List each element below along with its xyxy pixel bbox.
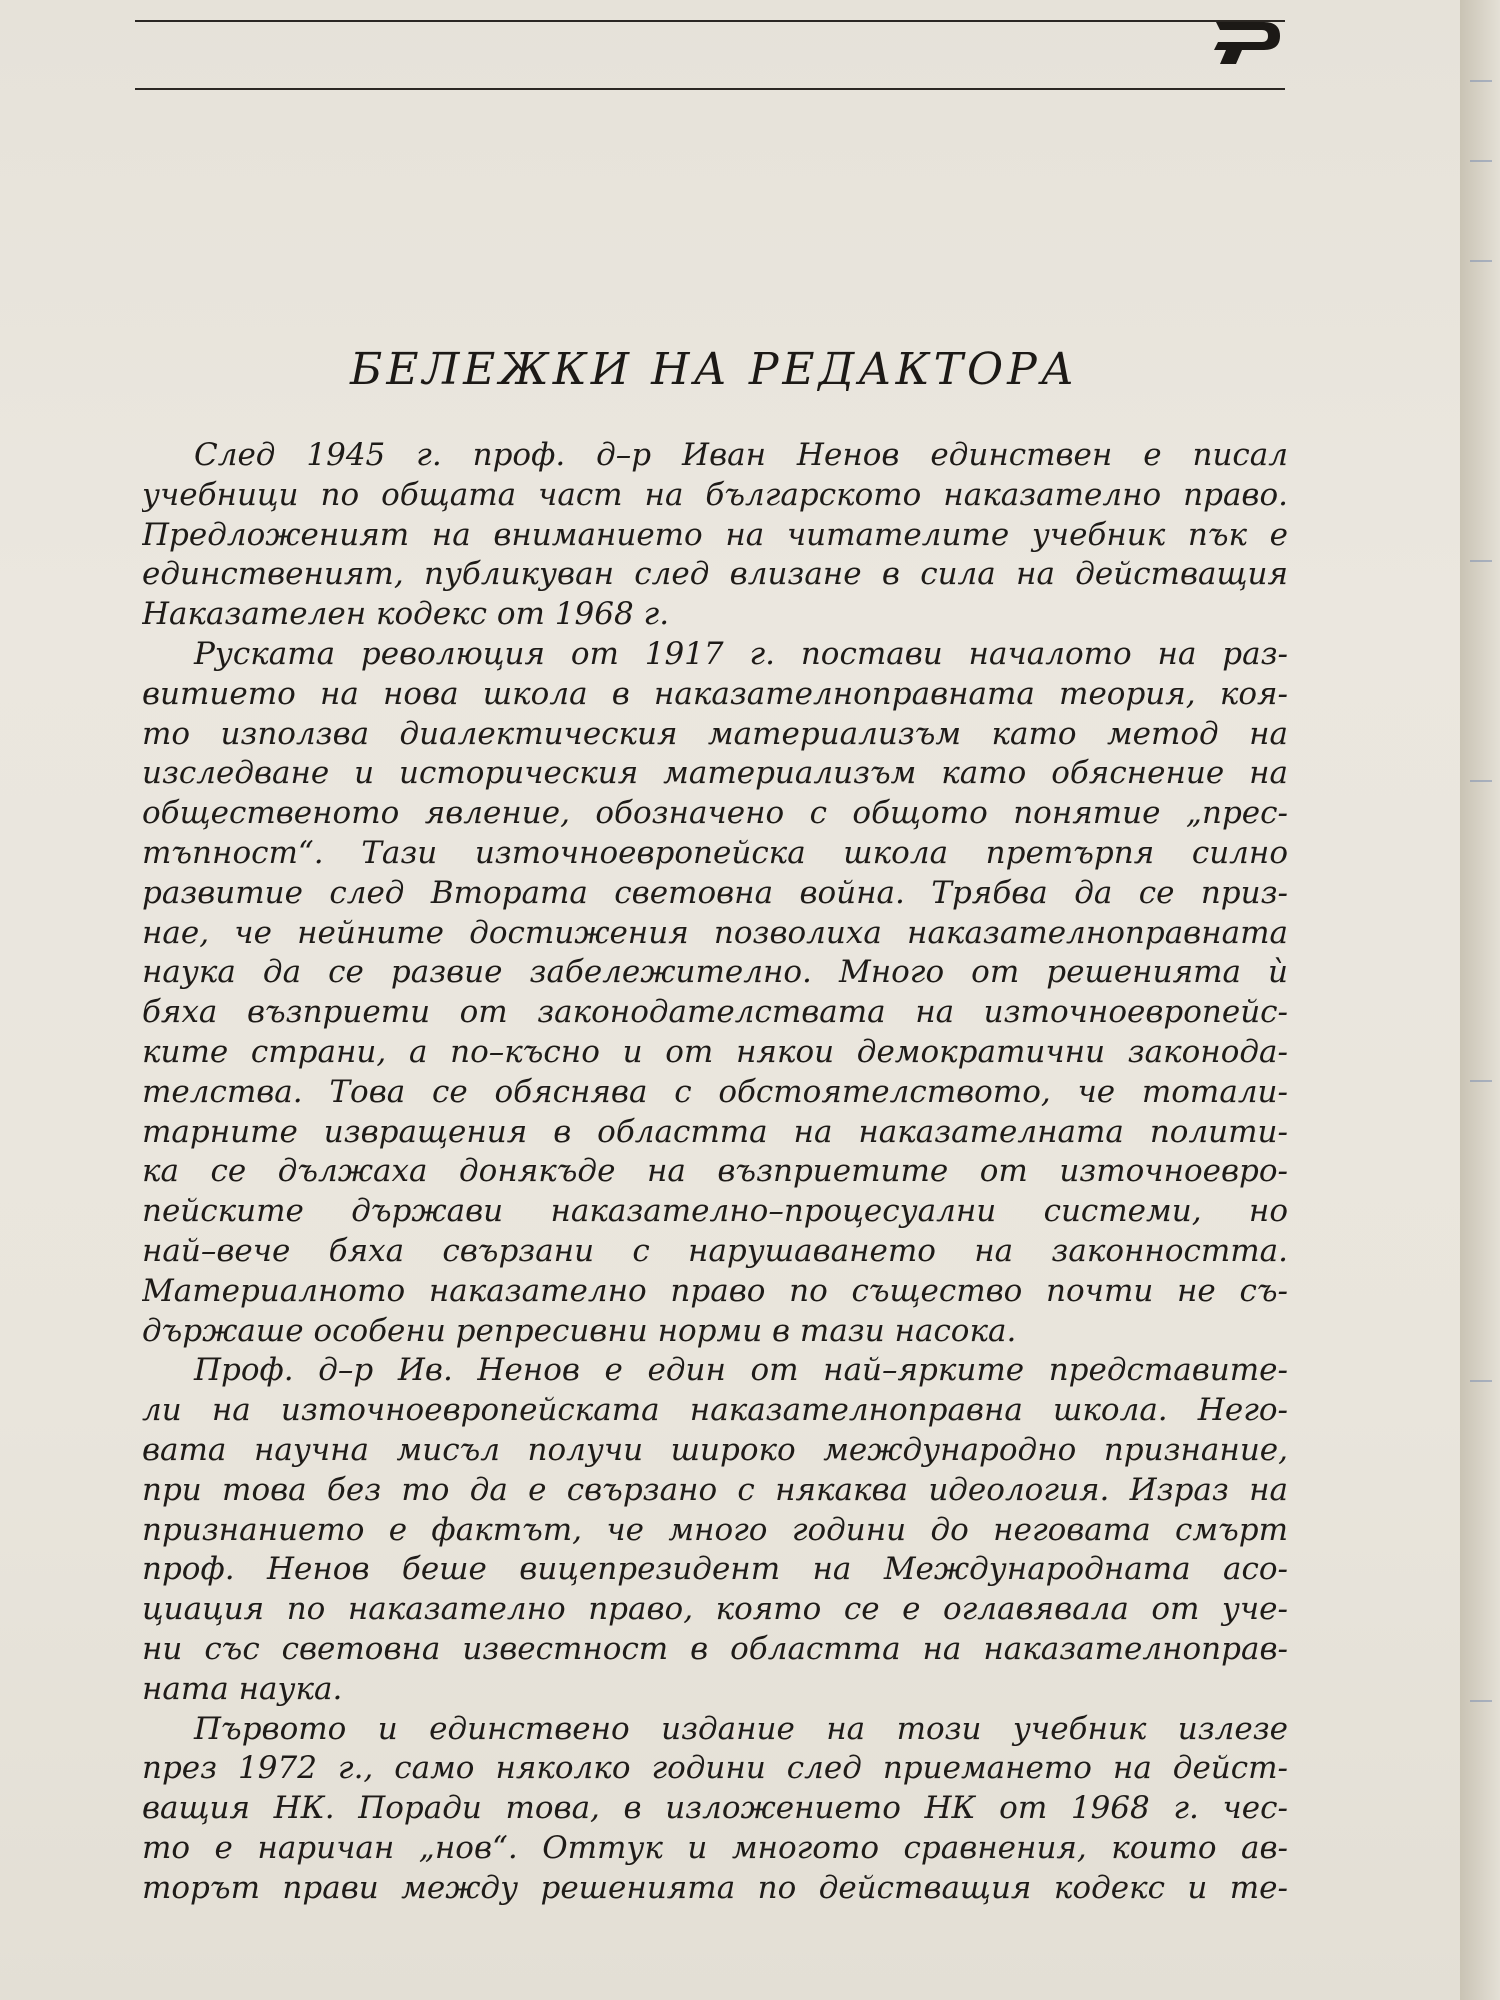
text-line: единственият, публикуван след влизане в сила на действащия [142, 556, 1288, 593]
text-line: ни със световна известност в областта на наказателноправ- [142, 1630, 1288, 1667]
text-line: ващия НК. Поради това, в изложението НК от 1968 г. чес- [142, 1790, 1288, 1827]
text-line: проф. Ненов беше вицепрезидент на Международната асо- [142, 1551, 1288, 1588]
text-line: пейските държави наказателно–процесуални системи, но [142, 1193, 1288, 1230]
text-line: ли на източноевропейската наказателноправна школа. Него- [142, 1392, 1288, 1429]
notebook-ruling [1470, 1380, 1492, 1382]
text-line: учебници по общата част на българското наказателно право. [142, 476, 1288, 513]
text-line: общественото явление, обозначено с общото понятие „прес- [142, 795, 1288, 832]
page-title: БЕЛЕЖКИ НА РЕДАКТОРА [350, 344, 1079, 395]
header-rule-top [135, 20, 1285, 22]
publisher-logo-icon [1212, 18, 1282, 68]
text-line: бяха възприети от законодателствата на източноевропейс- [142, 994, 1288, 1031]
text-line: След 1945 г. проф. д–р Иван Ненов единствен е писал [194, 437, 1288, 473]
adjacent-notebook-edge [1460, 0, 1500, 2000]
body-text [142, 436, 1288, 1908]
text-line: вата научна мисъл получи широко международно признание, [142, 1431, 1288, 1468]
notebook-ruling [1470, 780, 1492, 782]
text-line: циация по наказателно право, която се е оглавявала от уче- [142, 1591, 1288, 1628]
text-line: нае, че нейните достижения позволиха наказателноправната [142, 914, 1288, 951]
text-line: ка се дължаха донякъде на възприетите от източноевро- [142, 1153, 1288, 1190]
text-line: то използва диалектическия материализъм като метод на [142, 715, 1288, 752]
text-line: витието на нова школа в наказателноправната теория, коя- [142, 675, 1288, 712]
text-line: Материалното наказателно право по същество почти не съ- [142, 1272, 1288, 1309]
text-line: ната наука. [142, 1670, 343, 1707]
text-line: торът прави между решенията по действащия кодекс и те- [142, 1869, 1288, 1906]
text-line: то е наричан „нов“. Оттук и многото сравнения, които ав- [142, 1829, 1288, 1866]
text-line: Първото и единствено издание на този учебник излезе [194, 1710, 1288, 1747]
text-line: тарните извращения в областта на наказателната полити- [142, 1113, 1288, 1150]
header-rule-bottom [135, 88, 1285, 90]
text-line: изследване и историческия материализъм като обяснение на [142, 755, 1288, 792]
notebook-ruling [1470, 260, 1492, 262]
text-line: ките страни, а по–късно и от някои демократични законода- [142, 1033, 1288, 1070]
text-line: Предложеният на вниманието на читателите учебник пък е [142, 516, 1288, 553]
notebook-ruling [1470, 80, 1492, 82]
notebook-ruling [1470, 160, 1492, 162]
text-line: Проф. д–р Ив. Ненов е един от най–ярките представите- [194, 1352, 1288, 1389]
text-line: Наказателен кодекс от 1968 г. [142, 596, 670, 633]
text-line: при това без то да е свързано с някаква идеология. Израз на [142, 1471, 1288, 1508]
notebook-ruling [1470, 560, 1492, 562]
text-line: най–вече бяха свързани с нарушаването на законността. [142, 1232, 1288, 1269]
text-line: развитие след Втората световна война. Трябва да се приз- [142, 874, 1288, 911]
notebook-ruling [1470, 1700, 1492, 1702]
notebook-ruling [1470, 1080, 1492, 1082]
text-line: Руската революция от 1917 г. постави началото на раз- [194, 635, 1288, 672]
text-line: държаше особени репресивни норми в тази насока. [142, 1312, 1017, 1349]
text-line: телства. Това се обяснява с обстоятелството, че тотали- [142, 1073, 1288, 1110]
text-line: през 1972 г., само няколко години след приемането на дейст- [142, 1750, 1288, 1787]
text-line: признанието е фактът, че много години до неговата смърт [142, 1511, 1288, 1548]
text-line: тъпност“. Тази източноевропейска школа претърпя силно [142, 834, 1288, 871]
text-line: наука да се развие забележително. Много от решенията ѝ [142, 954, 1288, 991]
